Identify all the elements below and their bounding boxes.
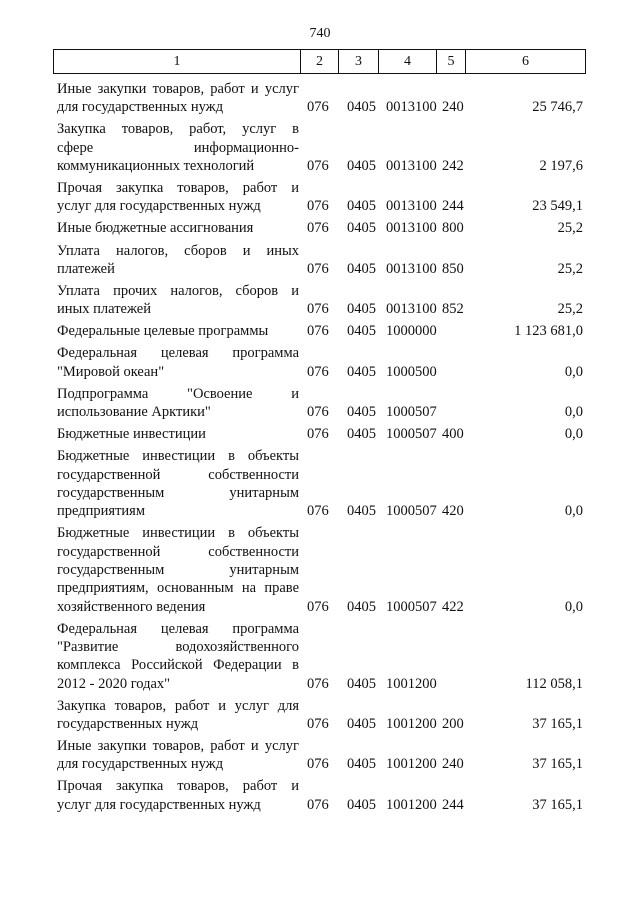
amount: 25,2 — [557, 220, 583, 237]
description-line: для государственных нужд — [57, 756, 224, 773]
expense-type-code: 800 — [442, 220, 464, 237]
ministry-code: 076 — [307, 198, 329, 215]
target-article-code: 1000507 — [386, 503, 437, 520]
description-line: хозяйственного ведения — [57, 598, 206, 615]
table-row — [55, 385, 585, 425]
table-row — [55, 322, 585, 344]
amount: 1 123 681,0 — [514, 323, 583, 340]
ministry-code: 076 — [307, 99, 329, 116]
amount: 25,2 — [557, 301, 583, 318]
section-code: 0405 — [347, 598, 376, 615]
section-code: 0405 — [347, 323, 376, 340]
section-code: 0405 — [347, 796, 376, 813]
column-header-3: 3 — [339, 50, 379, 74]
ministry-code: 076 — [307, 503, 329, 520]
target-article-code: 1000000 — [386, 323, 437, 340]
row-description — [57, 524, 299, 615]
expense-type-code: 400 — [442, 426, 464, 443]
table-body — [55, 80, 585, 818]
description-line: Закупка товаров, работ, услуг в — [57, 121, 299, 138]
target-article-code: 0013100 — [386, 157, 437, 174]
description-line: услуг для государственных нужд — [57, 198, 261, 215]
target-article-code: 1000500 — [386, 363, 437, 380]
row-description — [57, 322, 299, 340]
row-description — [57, 179, 299, 216]
description-line: предприятиям — [57, 503, 146, 520]
description-line: для государственных нужд — [57, 99, 224, 116]
section-code: 0405 — [347, 198, 376, 215]
row-description — [57, 777, 299, 814]
description-line: услуг для государственных нужд — [57, 796, 261, 813]
expense-type-code: 244 — [442, 796, 464, 813]
description-line: Подпрограмма "Освоение и — [57, 385, 299, 402]
amount: 23 549,1 — [532, 198, 583, 215]
description-line: 2012 - 2020 годах" — [57, 675, 171, 692]
description-line: Бюджетные инвестиции — [57, 426, 206, 443]
description-line: "Развитие водохозяйственного — [57, 638, 299, 655]
row-description — [57, 80, 299, 117]
table-row — [55, 697, 585, 737]
description-line: "Мировой океан" — [57, 363, 165, 380]
description-line: Федеральная целевая программа — [57, 620, 299, 637]
description-line: коммуникационных технологий — [57, 157, 255, 174]
description-line: Прочая закупка товаров, работ и — [57, 778, 299, 795]
description-line: государственным унитарным — [57, 561, 299, 578]
column-header-table — [53, 49, 586, 74]
section-code: 0405 — [347, 756, 376, 773]
row-description — [57, 447, 299, 520]
ministry-code: 076 — [307, 323, 329, 340]
column-header-4: 4 — [379, 50, 437, 74]
table-row — [55, 179, 585, 219]
table-row — [55, 447, 585, 524]
row-description — [57, 620, 299, 693]
amount: 0,0 — [564, 503, 583, 520]
expense-type-code: 240 — [442, 756, 464, 773]
row-description — [57, 344, 299, 381]
amount: 0,0 — [564, 426, 583, 443]
target-article-code: 1001200 — [386, 756, 437, 773]
section-code: 0405 — [347, 220, 376, 237]
ministry-code: 076 — [307, 675, 329, 692]
expense-type-code: 852 — [442, 301, 464, 318]
expense-type-code: 240 — [442, 99, 464, 116]
column-header-row — [54, 50, 586, 74]
amount: 2 197,6 — [539, 157, 583, 174]
section-code: 0405 — [347, 260, 376, 277]
table-row — [55, 344, 585, 384]
expense-type-code: 850 — [442, 260, 464, 277]
column-header-2: 2 — [301, 50, 339, 74]
description-line: Закупка товаров, работ и услуг для — [57, 697, 299, 714]
amount: 0,0 — [564, 363, 583, 380]
description-line: Бюджетные инвестиции в объекты — [57, 448, 299, 465]
table-row — [55, 242, 585, 282]
row-description — [57, 697, 299, 734]
amount: 25,2 — [557, 260, 583, 277]
table-row — [55, 425, 585, 447]
description-line: государственной собственности — [57, 543, 299, 560]
column-header-1: 1 — [54, 50, 301, 74]
column-header-5: 5 — [437, 50, 466, 74]
description-line: Федеральная целевая программа — [57, 345, 299, 362]
description-line: сфере информационно- — [57, 139, 299, 156]
amount: 37 165,1 — [532, 715, 583, 732]
row-description — [57, 385, 299, 422]
ministry-code: 076 — [307, 301, 329, 318]
ministry-code: 076 — [307, 796, 329, 813]
description-line: Иные закупки товаров, работ и услуг — [57, 81, 299, 97]
ministry-code: 076 — [307, 260, 329, 277]
description-line: платежей — [57, 260, 115, 277]
row-description — [57, 282, 299, 319]
row-description — [57, 120, 299, 175]
expense-type-code: 244 — [442, 198, 464, 215]
description-line: Иные закупки товаров, работ и услуг — [57, 738, 299, 754]
section-code: 0405 — [347, 99, 376, 116]
ministry-code: 076 — [307, 363, 329, 380]
ministry-code: 076 — [307, 157, 329, 174]
description-line: государственной собственности — [57, 466, 299, 483]
expense-type-code: 420 — [442, 503, 464, 520]
section-code: 0405 — [347, 426, 376, 443]
description-line: Иные бюджетные ассигнования — [57, 220, 254, 237]
row-description — [57, 425, 299, 443]
section-code: 0405 — [347, 404, 376, 421]
target-article-code: 0013100 — [386, 301, 437, 318]
section-code: 0405 — [347, 675, 376, 692]
page-number: 740 — [309, 26, 331, 41]
description-line: иных платежей — [57, 301, 151, 318]
description-line: Прочая закупка товаров, работ и — [57, 180, 299, 197]
section-code: 0405 — [347, 363, 376, 380]
target-article-code: 1001200 — [386, 796, 437, 813]
ministry-code: 076 — [307, 220, 329, 237]
target-article-code: 0013100 — [386, 99, 437, 116]
table-row — [55, 120, 585, 179]
section-code: 0405 — [347, 503, 376, 520]
amount: 25 746,7 — [532, 99, 583, 116]
target-article-code: 1000507 — [386, 404, 437, 421]
amount: 37 165,1 — [532, 756, 583, 773]
ministry-code: 076 — [307, 598, 329, 615]
description-line: государственных нужд — [57, 715, 199, 732]
table-row — [55, 620, 585, 697]
amount: 37 165,1 — [532, 796, 583, 813]
row-description — [57, 219, 299, 237]
ministry-code: 076 — [307, 715, 329, 732]
table-row — [55, 219, 585, 241]
description-line: Бюджетные инвестиции в объекты — [57, 525, 299, 542]
target-article-code: 1001200 — [386, 675, 437, 692]
amount: 112 058,1 — [525, 675, 583, 692]
ministry-code: 076 — [307, 756, 329, 773]
target-article-code: 1000507 — [386, 598, 437, 615]
expense-type-code: 422 — [442, 598, 464, 615]
amount: 0,0 — [564, 404, 583, 421]
row-description — [57, 737, 299, 774]
description-line: комплекса Российской Федерации в — [57, 657, 299, 674]
description-line: Уплата прочих налогов, сборов и — [57, 282, 299, 299]
expense-type-code: 242 — [442, 157, 464, 174]
table-row — [55, 524, 585, 619]
section-code: 0405 — [347, 715, 376, 732]
description-line: предприятиям, основанным на праве — [57, 580, 299, 597]
section-code: 0405 — [347, 157, 376, 174]
ministry-code: 076 — [307, 404, 329, 421]
description-line: государственным унитарным — [57, 484, 299, 501]
table-row — [55, 737, 585, 777]
target-article-code: 1001200 — [386, 715, 437, 732]
amount: 0,0 — [564, 598, 583, 615]
description-line: использование Арктики" — [57, 404, 211, 421]
column-header-6: 6 — [466, 50, 586, 74]
target-article-code: 0013100 — [386, 260, 437, 277]
table-row — [55, 777, 585, 817]
section-code: 0405 — [347, 301, 376, 318]
table-row — [55, 282, 585, 322]
target-article-code: 0013100 — [386, 198, 437, 215]
expense-type-code: 200 — [442, 715, 464, 732]
table-row — [55, 80, 585, 120]
description-line: Уплата налогов, сборов и иных — [57, 242, 299, 259]
row-description — [57, 242, 299, 279]
target-article-code: 1000507 — [386, 426, 437, 443]
ministry-code: 076 — [307, 426, 329, 443]
description-line: Федеральные целевые программы — [57, 323, 269, 340]
target-article-code: 0013100 — [386, 220, 437, 237]
